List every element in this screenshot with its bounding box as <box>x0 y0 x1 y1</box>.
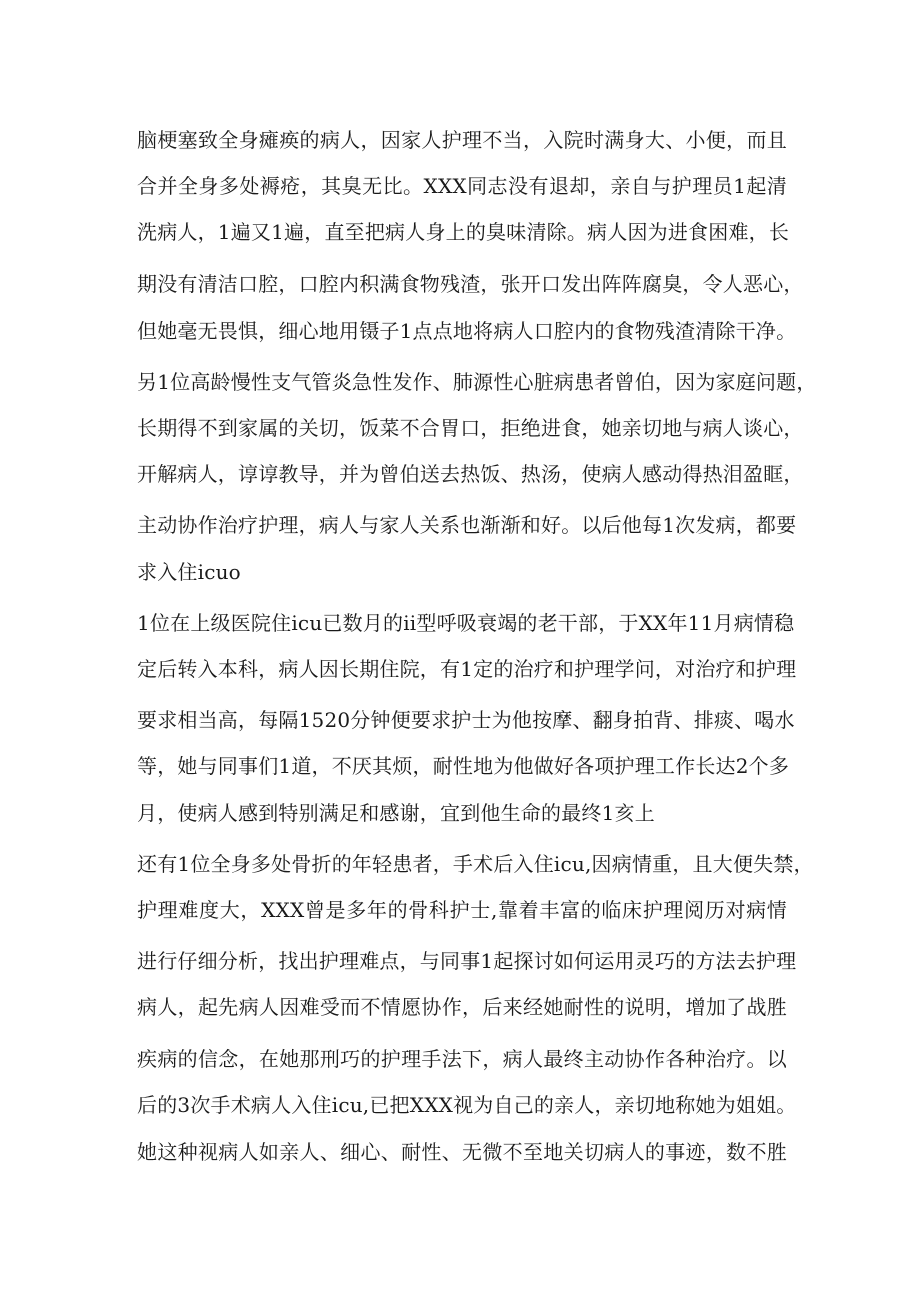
text-line: 求入住icuo <box>137 560 241 584</box>
text-line: 1位在上级医院住icu已数月的ii型呼吸衰竭的老干部，于XX年11月病情稳 <box>137 611 795 635</box>
text-line: 洗病人，1遍又1遍，直至把病人身上的臭味清除。病人因为进食困难，长 <box>137 220 790 244</box>
text-line: 期没有清洁口腔，口腔内积满食物残渣，张开口发出阵阵腐臭，令人恶心， <box>137 272 804 296</box>
text-line: 后的3次手术病人入住icu,已把XXX视为自己的亲人，亲切地称她为姐姐。 <box>137 1093 797 1117</box>
text-line: 还有1位全身多处骨折的年轻患者，手术后入住icu,因病情重，且大便失禁， <box>137 852 814 876</box>
text-line: 另1位高龄慢性支气管炎急性发作、肺源性心脏病患者曾伯，因为家庭问题， <box>137 370 817 394</box>
text-line: 进行仔细分析，找出护理难点，与同事1起探讨如何运用灵巧的方法去护理 <box>137 949 797 973</box>
text-line: 但她毫无畏惧，细心地用镊子1点点地将病人口腔内的食物残渣清除干净。 <box>137 319 797 343</box>
text-line: 脑梗塞致全身瘫痪的病人，因家人护理不当，入院时满身大、小便，而且 <box>137 128 787 152</box>
text-line: 等，她与同事们1道，不厌其烦，耐性地为他做好各项护理工作长达2个多 <box>137 754 790 778</box>
text-line: 主动协作治疗护理，病人与家人关系也渐渐和好。以后他每1次发病，都要 <box>137 513 797 537</box>
text-line: 要求相当高，每隔1520分钟便要求护士为他按摩、翻身拍背、排痰、喝水 <box>137 708 795 732</box>
text-line: 护理难度大，XXX曾是多年的骨科护士,靠着丰富的临床护理阅历对病情 <box>137 898 787 922</box>
text-line: 开解病人，谆谆教导，并为曾伯送去热饭、热汤，使病人感动得热泪盈眶， <box>137 462 804 486</box>
text-line: 疾病的信念，在她那刑巧的护理手法下，病人最终主动协作各种治疗。以 <box>137 1047 787 1071</box>
text-line: 月，使病人感到特别满足和感谢，宜到他生命的最终1亥上 <box>137 801 655 825</box>
text-line: 合并全身多处褥疮，其臭无比。XXX同志没有退却，亲自与护理员1起清 <box>137 174 787 198</box>
text-line: 定后转入本科，病人因长期住院，有1定的治疗和护理学问，对治疗和护理 <box>137 657 797 681</box>
text-line: 病人，起先病人因难受而不情愿协作，后来经她耐性的说明，增加了战胜 <box>137 995 787 1019</box>
text-line: 长期得不到家属的关切，饭菜不合胃口，拒绝进食，她亲切地与病人谈心， <box>137 416 804 440</box>
text-line: 她这种视病人如亲人、细心、耐性、无微不至地关切病人的事迹，数不胜 <box>137 1140 787 1164</box>
